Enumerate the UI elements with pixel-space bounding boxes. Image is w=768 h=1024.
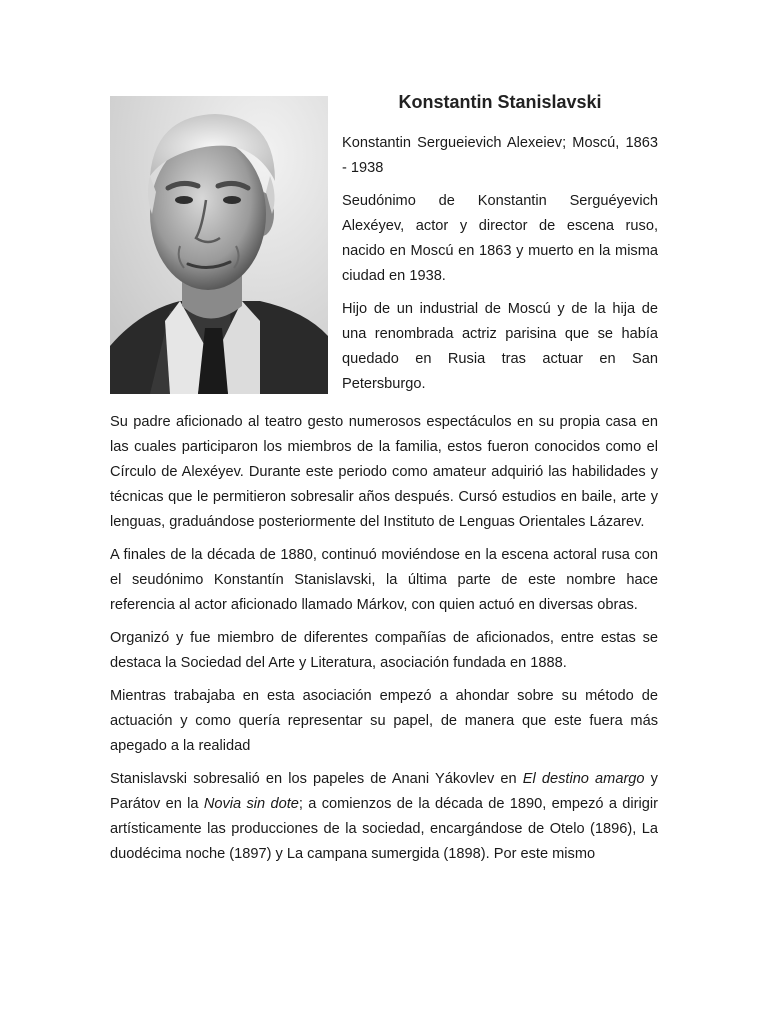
paragraph-body: Organizó y fue miembro de diferentes compañías de aficionados, entre estas se destaca la Sociedad del Arte y Literatura, asociación fundada en 1888. (110, 630, 658, 671)
portrait-photo (110, 96, 328, 394)
text-run: Stanislavski sobresalió en los papeles de Anani Yákovlev en (110, 771, 523, 787)
main-column (110, 410, 658, 875)
paragraph-family: Hijo de un industrial de Moscú y de la hija de una renombrada actriz parisina que se había quedado en Rusia tras actuar en San Petersburgo. (342, 301, 658, 392)
paragraph-subtitle: Konstantin Sergueievich Alexeiev; Moscú, 1863 - 1938 (342, 135, 658, 176)
side-column (342, 131, 658, 405)
paragraph-intro: Seudónimo de Konstantin Serguéyevich Alexéyev, actor y director de escena ruso, nacido en Moscú en 1863 y muerto en la misma ciudad en 1938. (342, 193, 658, 284)
page-title: Konstantin Stanislavski (398, 92, 602, 112)
italic-title: El destino amargo (522, 771, 645, 787)
italic-title: Novia sin dote (203, 796, 299, 812)
paragraph-body: A finales de la década de 1880, continuó moviéndose en la escena actoral rusa con el seudónimo Konstantín Stanislavski, la última parte de este nombre hace referencia al actor aficionado llamado Márkov, con quien actuó en diversas obras. (110, 547, 658, 613)
text-run: y Parátov en la (110, 771, 658, 812)
paragraph-body: Mientras trabajaba en esta asociación empezó a ahondar sobre su método de actuación y como quería representar su papel, de manera que este fuera más apegado a la realidad (110, 688, 658, 754)
text-run: ; a comienzos de la década de 1890, empezó a dirigir artísticamente las producciones de la sociedad, encargándose de Otelo (1896), La duodécima noche (1897) y La campana sumergida (1898). Por este mismo (110, 796, 658, 862)
paragraph-body: Su padre aficionado al teatro gesto numerosos espectáculos en su propia casa en las cuales participaron los miembros de la familia, estos fueron conocidos como el Círculo de Alexéyev. Durante este periodo como amateur adquirió las habilidades y técnicas que le permitieron sobresalir años después. Cursó estudios en baile, arte y lenguas, graduándose posteriormente del Instituto de Lenguas Orientales Lázarev. (110, 414, 658, 530)
paragraph-body-last (110, 767, 658, 867)
